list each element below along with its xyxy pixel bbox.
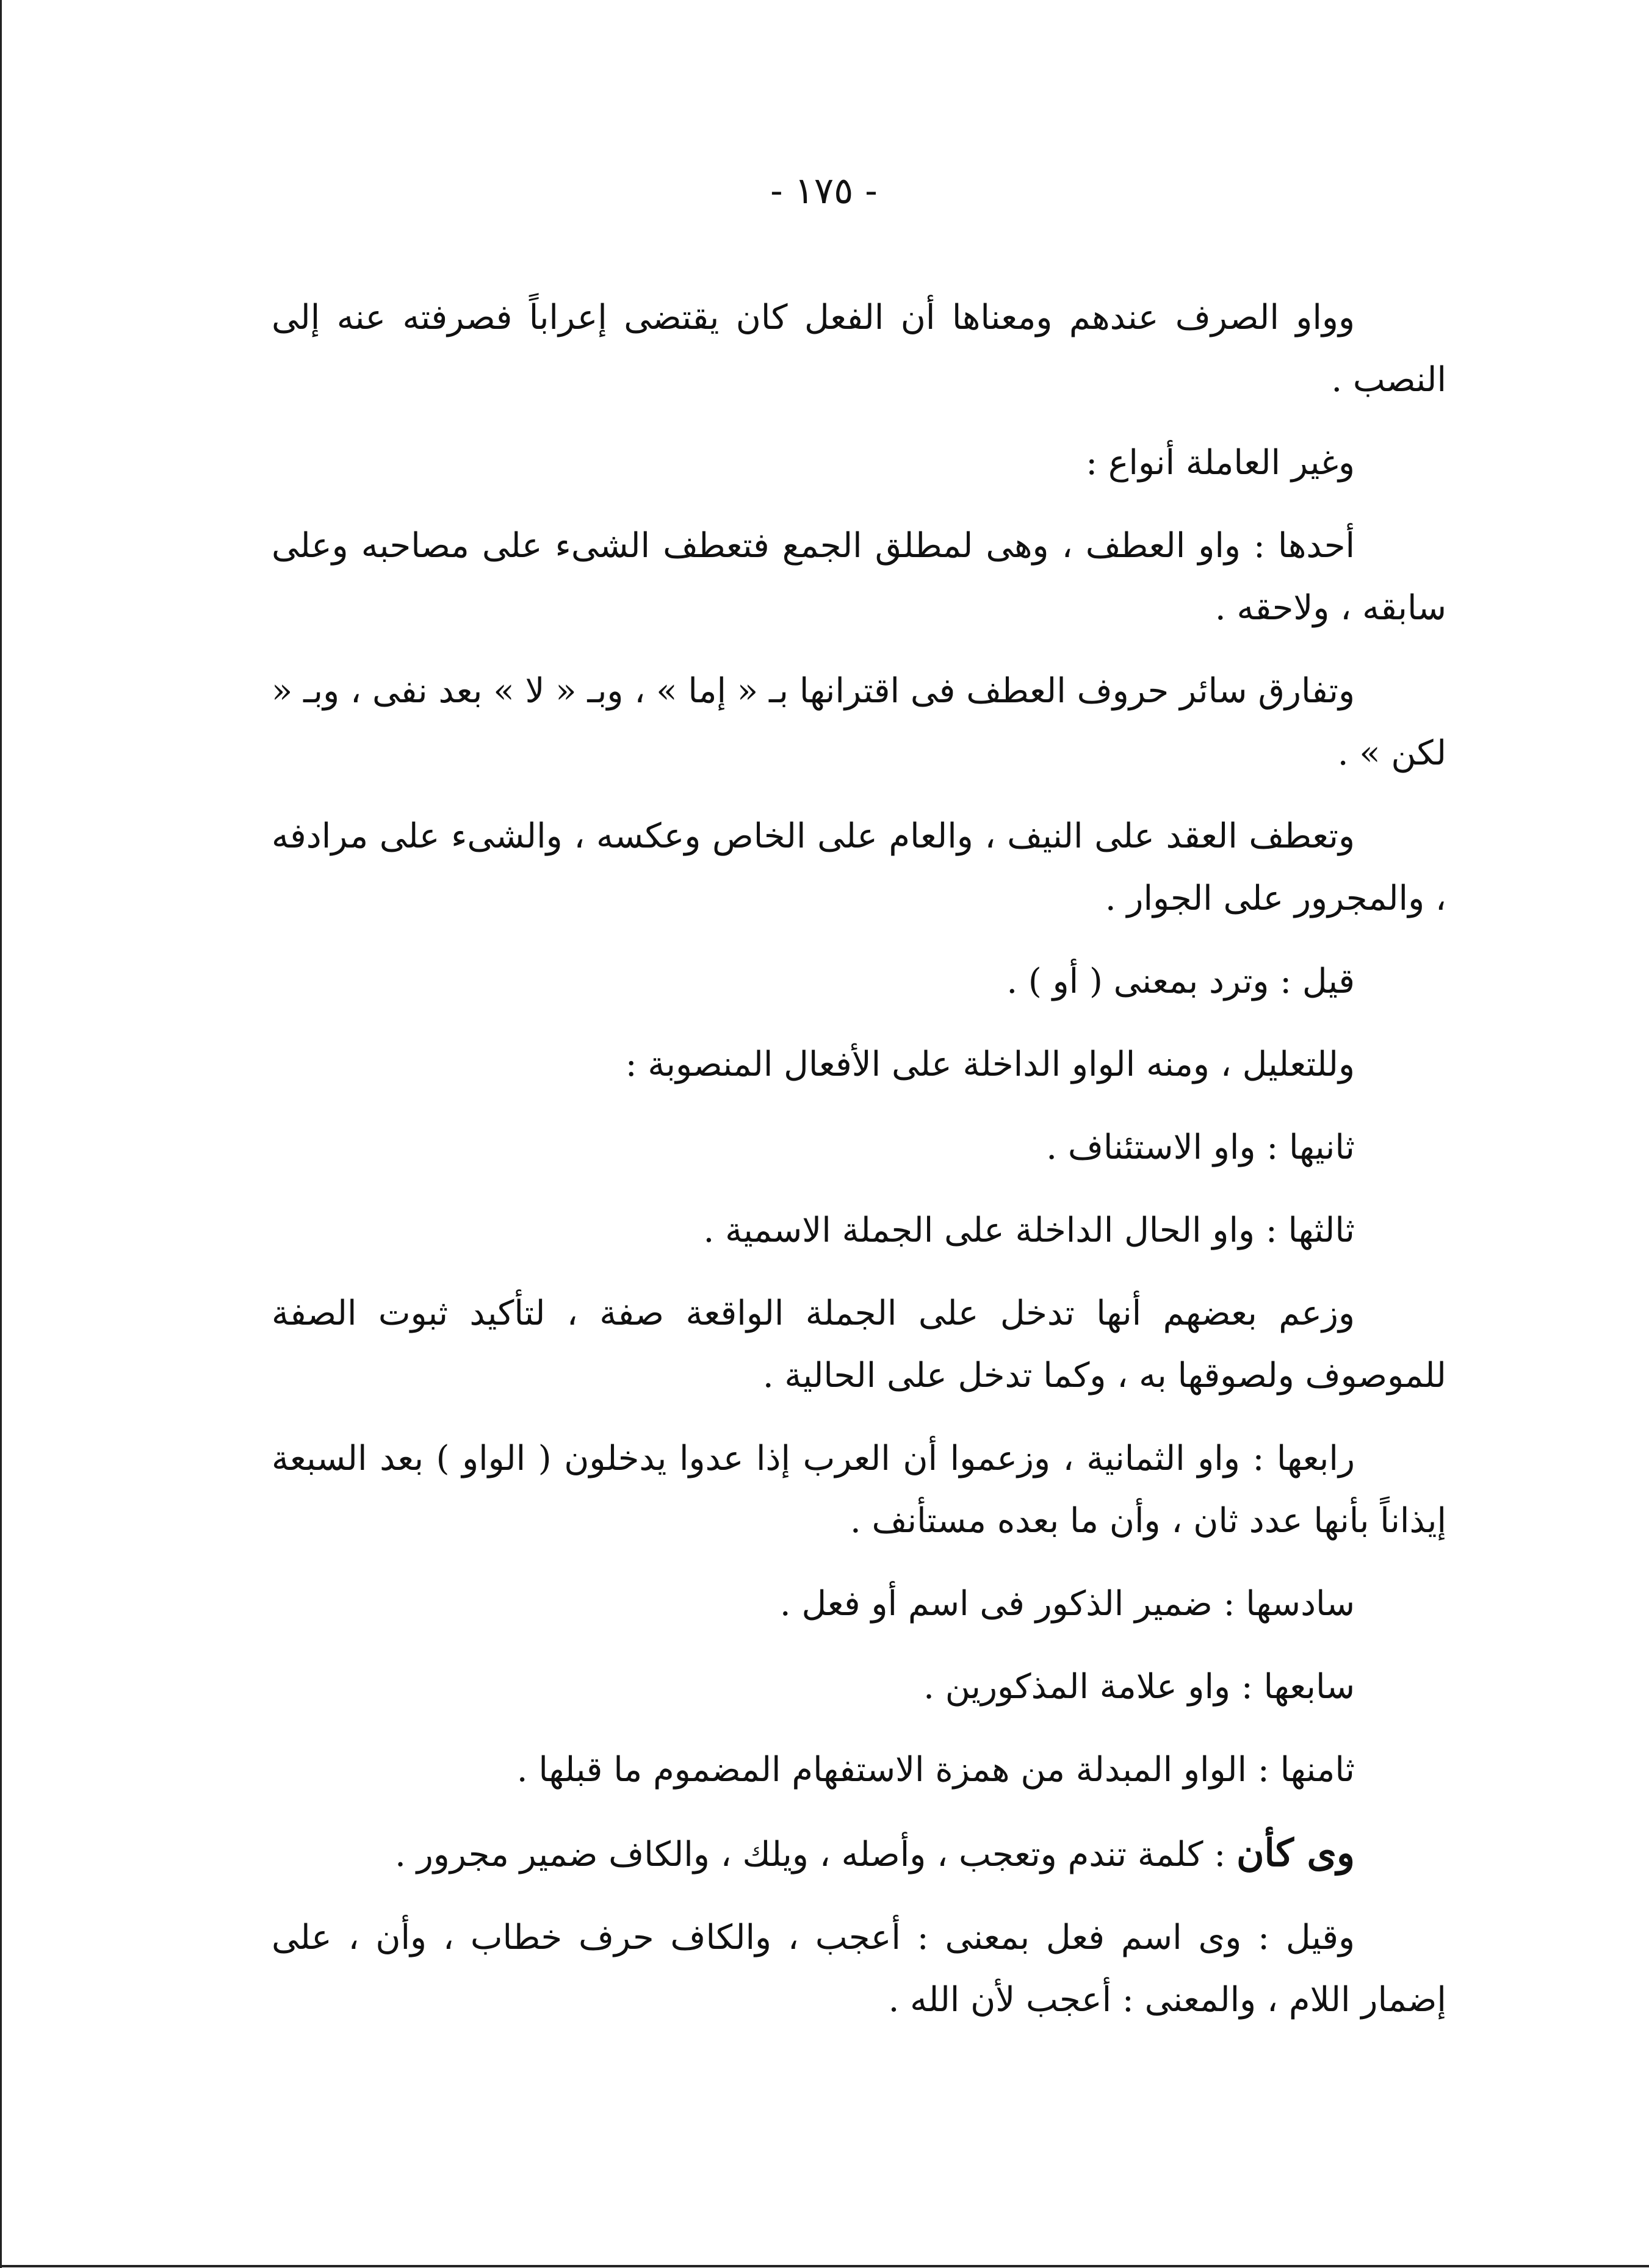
paragraph-closing: وقيل : وى اسم فعل بمعنى : أعجب ، والكاف حرف خطاب ، وأن ، على إضمار اللام ، والمعنى : أعجب لأن الله . [272, 1918, 1446, 2020]
paragraph-differences: وتفارق سائر حروف العطف فى اقترانها بـ « إما » ، وبـ « لا » بعد نفى ، وبـ « لكن » . [272, 671, 1446, 773]
body-text [272, 287, 1446, 2052]
paragraph-fourth-type: رابعها : واو الثمانية ، وزعموا أن العرب إذا عدوا يدخلون ( الواو ) بعد السبعة إيذاناً بأنها عدد ثان ، وأن ما بعده مستأنف . [272, 1439, 1446, 1541]
paragraph-causation: وللتعليل ، ومنه الواو الداخلة على الأفعال المنصوبة : [625, 1045, 1355, 1084]
paragraph-adjectival-clause: وزعم بعضهم أنها تدخل على الجملة الواقعة صفة ، لتأكيد ثبوت الصفة للموصوف ولصوقها به ، وكما تدخل على الحالية . [272, 1294, 1446, 1395]
paragraph-sixth-type: سادسها : ضمير الذكور فى اسم أو فعل . [779, 1584, 1355, 1624]
entry-definition: : كلمة تندم وتعجب ، وأصله ، ويلك ، والكاف ضمير مجرور . [395, 1835, 1236, 1874]
paragraph-second-type: ثانيها : واو الاستئناف . [1046, 1128, 1355, 1167]
paragraph-waw-al-sarf: وواو الصرف عندهم ومعناها أن الفعل كان يقتضى إعراباً فصرفته عنه إلى النصب . [272, 298, 1446, 400]
paragraph-seventh-type: سابعها : واو علامة المذكورين . [923, 1667, 1355, 1707]
paragraph-eighth-type: ثامنها : الواو المبدلة من همزة الاستفهام المضموم ما قبلها . [516, 1750, 1355, 1790]
paragraph-conjoining: وتعطف العقد على النيف ، والعام على الخاص وعكسه ، والشىء على مرادفه ، والمجرور على الجوار . [272, 816, 1446, 918]
paragraph-third-type: ثالثها : واو الحال الداخلة على الجملة الاسمية . [703, 1211, 1355, 1250]
page-left-border [0, 0, 2, 2268]
paragraph-non-governing-types: وغير العاملة أنواع : [1086, 443, 1355, 483]
paragraph-meaning-aw: قيل : وترد بمعنى ( أو ) . [1006, 962, 1355, 1001]
paragraph-entry-wayka-anna [272, 1822, 1446, 1886]
entry-term: وى كأن [1236, 1831, 1355, 1875]
page-number: - ١٧٥ - [770, 170, 878, 212]
page-bottom-border [0, 2265, 1649, 2267]
paragraph-first-type: أحدها : واو العطف ، وهى لمطلق الجمع فتعطف الشىء على مصاحبه وعلى سابقه ، ولاحقه . [272, 526, 1446, 628]
